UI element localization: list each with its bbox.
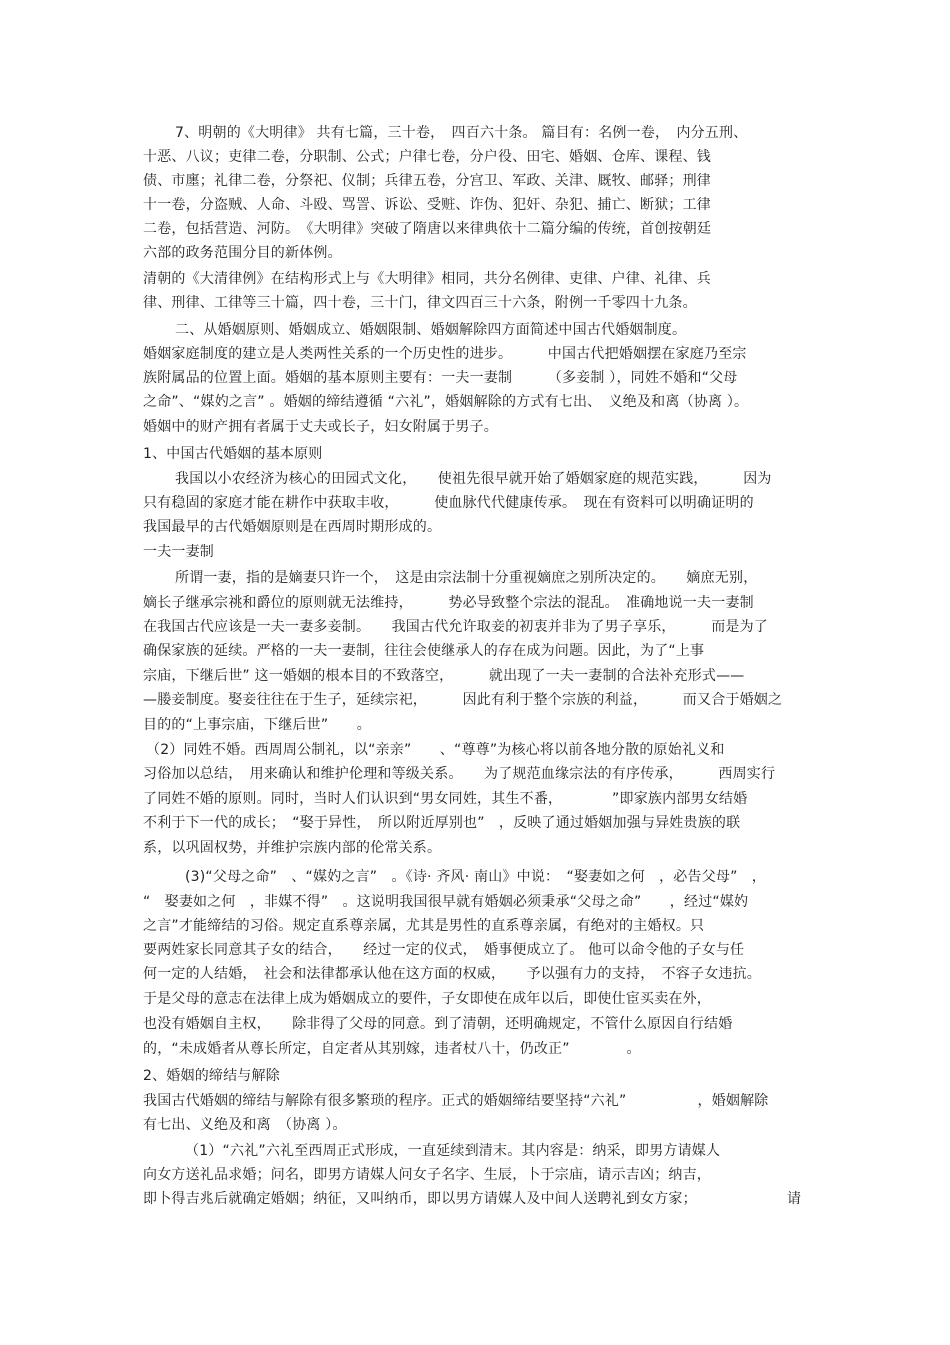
text-line: 所谓一妻，指的是嫡妻只许一个， 这是由宗法制十分重视嫡庶之别所决定的。 嫡庶无别， [175, 570, 758, 586]
text-line: “ 娶妻如之何 ，非媒不得” 。这说明我国很早就有婚姻必须秉承“父母之命” ，经过“媒妁 [143, 894, 749, 910]
text-line: 十一卷，分盗贼、人命、斗殴、骂詈、诉讼、受赃、诈伪、犯奸、杂犯、捕亡、断狱；工律 [143, 197, 711, 213]
text-line: 在我国古代应该是一夫一妻多妾制。 我国古代允许取妾的初衷并非为了男子享乐， 而是为了 [143, 619, 768, 635]
text-line: 十恶、八议；吏律二卷，分职制、公式；户律七卷，分户役、田宅、婚姻、仓库、课程、钱 [143, 149, 711, 165]
text-line: 族附属品的位置上面。婚姻的基本原则主要有：一夫一妻制 （多妾制 ），同姓不婚和“父母 [143, 370, 738, 386]
text-line: 律、刑律、工律等三十篇，四十卷，三十门，律文四百三十六条，附例一千零四十九条。 [143, 295, 697, 311]
text-line: 7、明朝的《大明律》 共有七篇，三十卷， 四百六十条。 篇目有：名例一卷， 内分五刑、 [175, 125, 748, 141]
text-line: 习俗加以总结， 用来确认和维护伦理和等级关系。 为了规范血缘宗法的有序传承， 西周实行 [143, 766, 776, 782]
text-line: 确保家族的延续。严格的一夫一妻制，往往会使继承人的存在成为问题。因此，为了“上事 [143, 643, 705, 659]
text-line: 我国最早的古代婚姻原则是在西周时期形成的。 [143, 519, 442, 535]
text-line: 二、从婚姻原则、婚姻成立、婚姻限制、婚姻解除四方面简述中国古代婚姻制度。 [175, 322, 687, 338]
text-line: 我国以小农经济为核心的田园式文化， 使祖先很早就开始了婚姻家庭的规范实践， 因为 [175, 471, 772, 487]
text-line: 之言”才能缔结的习俗。规定直系尊亲属，尤其是男性的直系尊亲属，有绝对的主婚权。只 [143, 918, 705, 934]
text-line: 清朝的《大清律例》在结构形式上与《大明律》相同，共分名例律、吏律、户律、礼律、兵 [143, 271, 711, 287]
text-line: 婚姻家庭制度的建立是人类两性关系的一个历史性的进步。 中国古代把婚姻摆在家庭乃至宗 [143, 346, 747, 362]
text-line: 婚姻中的财产拥有者属于丈夫或长子，妇女附属于男子。 [143, 419, 498, 435]
text-line: 之命”、“媒妁之言” 。婚姻的缔结遵循 “六礼”，婚姻解除的方式有七出、 义绝及和离（协离 ）。 [143, 394, 749, 410]
text-line: 六部的政务范围分目的新体例。 [143, 245, 342, 261]
text-line: 宗庙，下继后世” 这一婚姻的根本目的不致落空， 就出现了一夫一妻制的合法补充形式—— [143, 668, 745, 684]
text-line: 2、婚姻的缔结与解除 [143, 1068, 280, 1084]
text-line: (3)“父母之命” 、“媒妁之言” 。《诗· 齐风· 南山》中说： “娶妻如之何 ，必告父母” ， [185, 869, 766, 885]
text-line: 一夫一妻制 [143, 544, 214, 560]
text-line: 请 [787, 1191, 802, 1207]
text-line: —媵妾制度。娶妾往往在于生子，延续宗祀， 因此有利于整个宗族的利益， 而又合于婚姻之 [143, 692, 783, 708]
text-line: 要两姓家长同意其子女的结合， 经过一定的仪式， 婚事便成立了。 他可以命令他的子女与任 [143, 942, 745, 958]
text-line: 向女方送礼品求婚；问名，即男方请媒人问女子名字、生辰，卜于宗庙，请示吉凶；纳吉， [143, 1167, 711, 1183]
text-line: 的，“未成婚者从尊长所定，自定者从其别嫁，违者杖八十，仍改正” 。 [143, 1041, 641, 1057]
text-line: 只有稳固的家庭才能在耕作中获取丰收， 使血脉代代健康传承。 现在有资料可以明确证明的 [143, 495, 754, 511]
text-line: 嫡长子继承宗祧和爵位的原则就无法维持， 势必导致整个宗法的混乱。 准确地说一夫一妻制 [143, 595, 754, 611]
text-line: 系，以巩固权势，并维护宗族内部的伦常关系。 [143, 840, 442, 856]
text-line: 二卷，包括营造、河防。 《大明律》突破了隋唐以来律典依十二篇分编的传统，首创按朝廷 [143, 221, 712, 237]
text-line: 何一定的人结婚， 社会和法律都承认他在这方面的权威， 予以强有力的支持， 不容子女违抗。 [143, 966, 761, 982]
text-line: （1）“六礼”六礼至西周正式形成，一直延续到清末。其内容是：纳采，即男方请媒人 [185, 1143, 721, 1159]
text-line: 有七出、义绝及和离 （协离 ）。 [143, 1117, 347, 1133]
text-line: 不利于下一代的成长； “娶于异性， 所以附近厚别也” ，反映了通过婚姻加强与异姓贵族的联 [143, 815, 741, 831]
text-line: 即卜得吉兆后就确定婚姻；纳征，又叫纳币，即以男方请媒人及中间人送聘礼到女方家； [143, 1191, 697, 1207]
text-line: （2）同姓不婚。西周周公制礼，以“亲亲” 、“尊尊”为核心将以前各地分散的原始礼义和 [146, 742, 725, 758]
text-line: 也没有婚姻自主权， 除非得了父母的同意。到了清朝，还明确规定，不管什么原因自行结婚 [143, 1016, 733, 1032]
text-line: 于是父母的意志在法律上成为婚姻成立的要件，子女即使在成年以后，即使仕宦买卖在外， [143, 991, 711, 1007]
text-line: 了同姓不婚的原则。同时，当时人们认识到“男女同姓，其生不番， ”即家族内部男女结婚 [143, 791, 748, 807]
text-line: 债、市廛；礼律二卷，分祭祀、仪制；兵律五卷，分宫卫、军政、关津、厩牧、邮驿；刑律 [143, 173, 711, 189]
text-line: 目的的“上事宗庙，下继后世” 。 [143, 717, 371, 733]
text-line: 我国古代婚姻的缔结与解除有很多繁琐的程序。正式的婚姻缔结要坚持“六礼” ，婚姻解除 [143, 1093, 769, 1109]
text-line: 1、中国古代婚姻的基本原则 [143, 446, 323, 462]
